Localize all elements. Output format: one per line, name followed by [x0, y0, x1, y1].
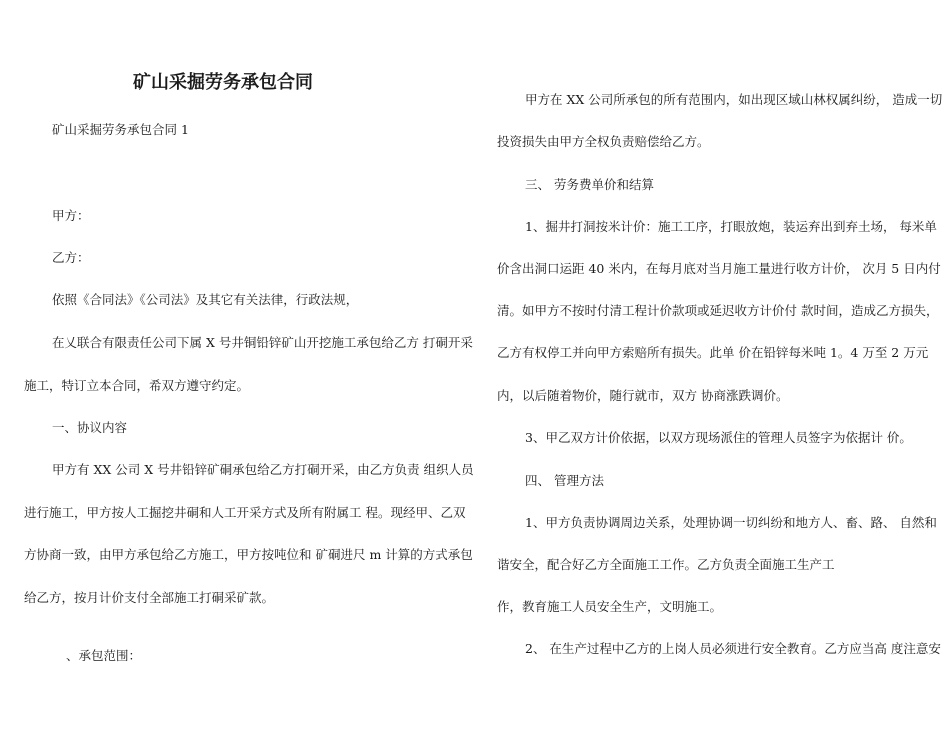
subtitle-line: 矿山采掘劳务承包合同 1 [52, 122, 189, 137]
paragraph-line: 进行施工，甲方按人工掘挖井硐和人工开采方式及所有附属工 程。现经甲、乙双 [24, 505, 466, 520]
paragraph-line: 1、掘井打洞按米计价：施工工序，打眼放炮，装运弃出到弃土场， 每米单 [525, 219, 937, 234]
paragraph-line: 方协商一致，由甲方承包给乙方施工，甲方按吨位和 矿硐进尺 m 计算的方式承包 [24, 547, 473, 562]
right-column [497, 0, 950, 755]
paragraph-line: 甲方有 XX 公司 X 号井铅锌矿硐承包给乙方打硐开采，由乙方负责 组织人员 [52, 462, 474, 477]
section-heading: 三、 劳务费单价和结算 [525, 177, 654, 192]
paragraph-line: 2、 在生产过程中乙方的上岗人员必须进行安全教育。乙方应当高 度注意安 [525, 641, 941, 656]
paragraph-line: 价含出洞口运距 40 米内，在每月底对当月施工量进行收方计价， 次月 5 日内付 [497, 261, 941, 276]
paragraph-line: 谐安全，配合好乙方全面施工工作。乙方负责全面施工生产工 [497, 557, 835, 572]
section-heading: 、承包范围： [66, 648, 142, 663]
paragraph-line: 乙方有权停工并向甲方索赔所有损失。此单 价在铅锌每米吨 1。4 万至 2 万元 [497, 345, 929, 360]
paragraph-line: 投资损失由甲方全权负责赔偿给乙方。 [497, 134, 710, 149]
party-b-label: 乙方： [52, 250, 90, 265]
section-heading: 一、协议内容 [52, 420, 128, 435]
paragraph-line: 3、甲乙双方计价依据，以双方现场派住的管理人员签字为依据计 价。 [525, 430, 912, 445]
paragraph-line: 清。如甲方不按时付清工程计价款项或延迟收方计价付 款时间，造成乙方损失， [497, 303, 939, 318]
document-title: 矿山采掘劳务承包合同 [133, 72, 313, 93]
paragraph-line: 给乙方，按月计价支付全部施工打硐采矿款。 [24, 590, 275, 605]
left-column [24, 0, 479, 755]
paragraph-line: 在乂联合有限责任公司下属 X 号井铜铅锌矿山开挖施工承包给乙方 打硐开采 [52, 335, 473, 350]
section-heading: 四、 管理方法 [525, 473, 604, 488]
paragraph-line: 依照《合同法》《公司法》及其它有关法律，行政法规， [52, 292, 359, 307]
paragraph-line: 作，教育施工人员安全生产，文明施工。 [497, 599, 723, 614]
paragraph-line: 1、甲方负责协调周边关系，处理协调一切纠纷和地方人、畜、路、 自然和 [525, 515, 937, 530]
paragraph-line: 甲方在 XX 公司所承包的所有范围内，如出现区域山林权属纠纷， 造成一切 [525, 92, 943, 107]
paragraph-line: 内，以后随着物价，随行就市，双方 协商涨跌调价。 [497, 388, 789, 403]
party-a-label: 甲方： [52, 208, 90, 223]
paragraph-line: 施工，特订立本合同，希双方遵守约定。 [24, 378, 250, 393]
